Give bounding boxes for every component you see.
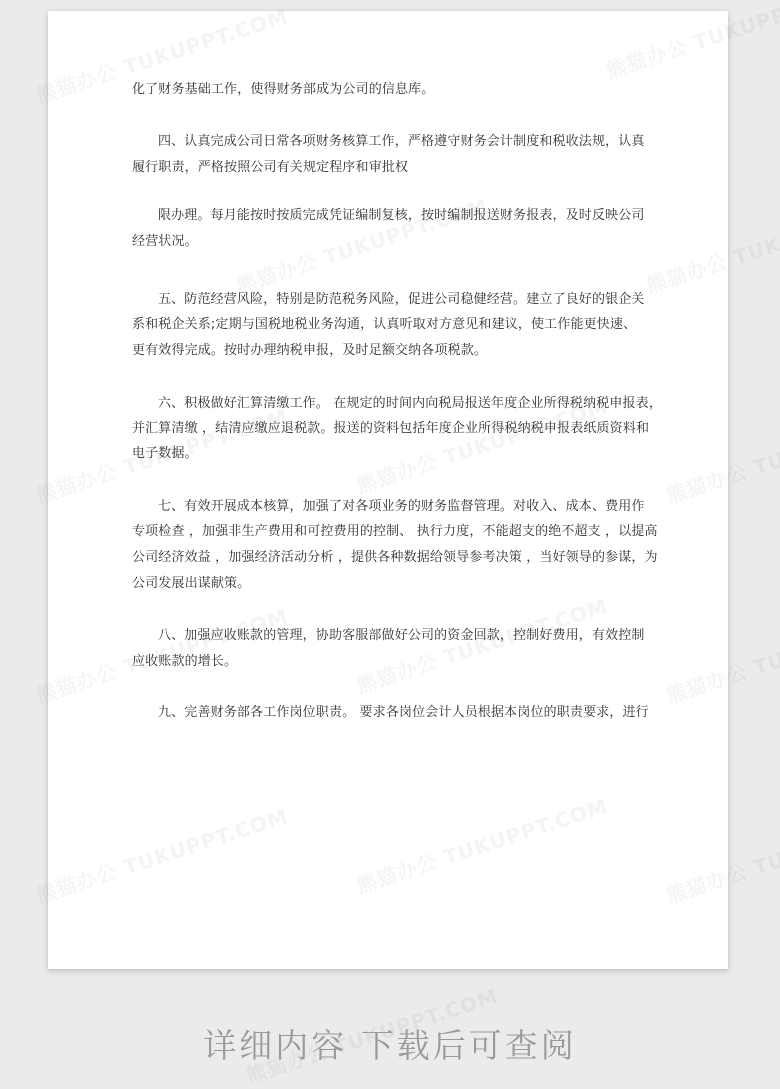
text-line: 专项检查 ，加强非生产费用和可控费用的控制、 执行力度，不能超支的绝不超支 ，以提高 [132, 524, 658, 539]
text-line: 限办理。每月能按时按质完成凭证编制复核，按时编制报送财务报表，及时反映公司 [158, 208, 645, 223]
text-line: 九、完善财务部各工作岗位职责。 要求各岗位会计人员根据本岗位的职责要求，进行 [158, 705, 649, 720]
text-line: 四、认真完成公司日常各项财务核算工作，严格遵守财务会计制度和税收法规，认真 [158, 134, 645, 149]
text-line: 经营状况。 [132, 234, 198, 249]
text-line: 更有效得完成。按时办理纳税申报，及时足额交纳各项税款。 [132, 343, 488, 358]
text-line: 电子数据。 [132, 446, 198, 461]
text-line: 七、有效开展成本核算，加强了对各项业务的财务监督管理。对收入、成本、费用作 [158, 499, 645, 514]
download-notice: 详细内容 下载后可查阅 [203, 1026, 577, 1065]
text-line: 并汇算清缴 ，结清应缴应退税款。报送的资料包括年度企业所得税纳税申报表纸质资料和 [132, 421, 650, 436]
text-line: 系和税企关系;定期与国税地税业务沟通，认真听取对方意见和建议，使工作能更快速、 [132, 317, 637, 332]
text-line: 五、防范经营风险，特别是防范税务风险，促进公司稳健经营。建立了良好的银企关 [158, 292, 645, 307]
text-line: 应收账款的增长。 [132, 654, 238, 669]
text-line: 履行职责，严格按照公司有关规定程序和审批权 [132, 160, 409, 175]
text-line: 化了财务基础工作，使得财务部成为公司的信息库。 [132, 82, 435, 97]
text-line: 八、加强应收账款的管理，协助客服部做好公司的资金回款，控制好费用，有效控制 [158, 628, 645, 643]
text-line: 公司发展出谋献策。 [132, 576, 251, 591]
document-page [48, 11, 728, 969]
text-line: 公司经济效益 ，加强经济活动分析 ，提供各种数据给领导参考决策 ，当好领导的参谋，为 [132, 550, 658, 565]
text-line: 六、积极做好汇算清缴工作。 在规定的时间内向税局报送年度企业所得税纳税申报表， [158, 396, 662, 411]
